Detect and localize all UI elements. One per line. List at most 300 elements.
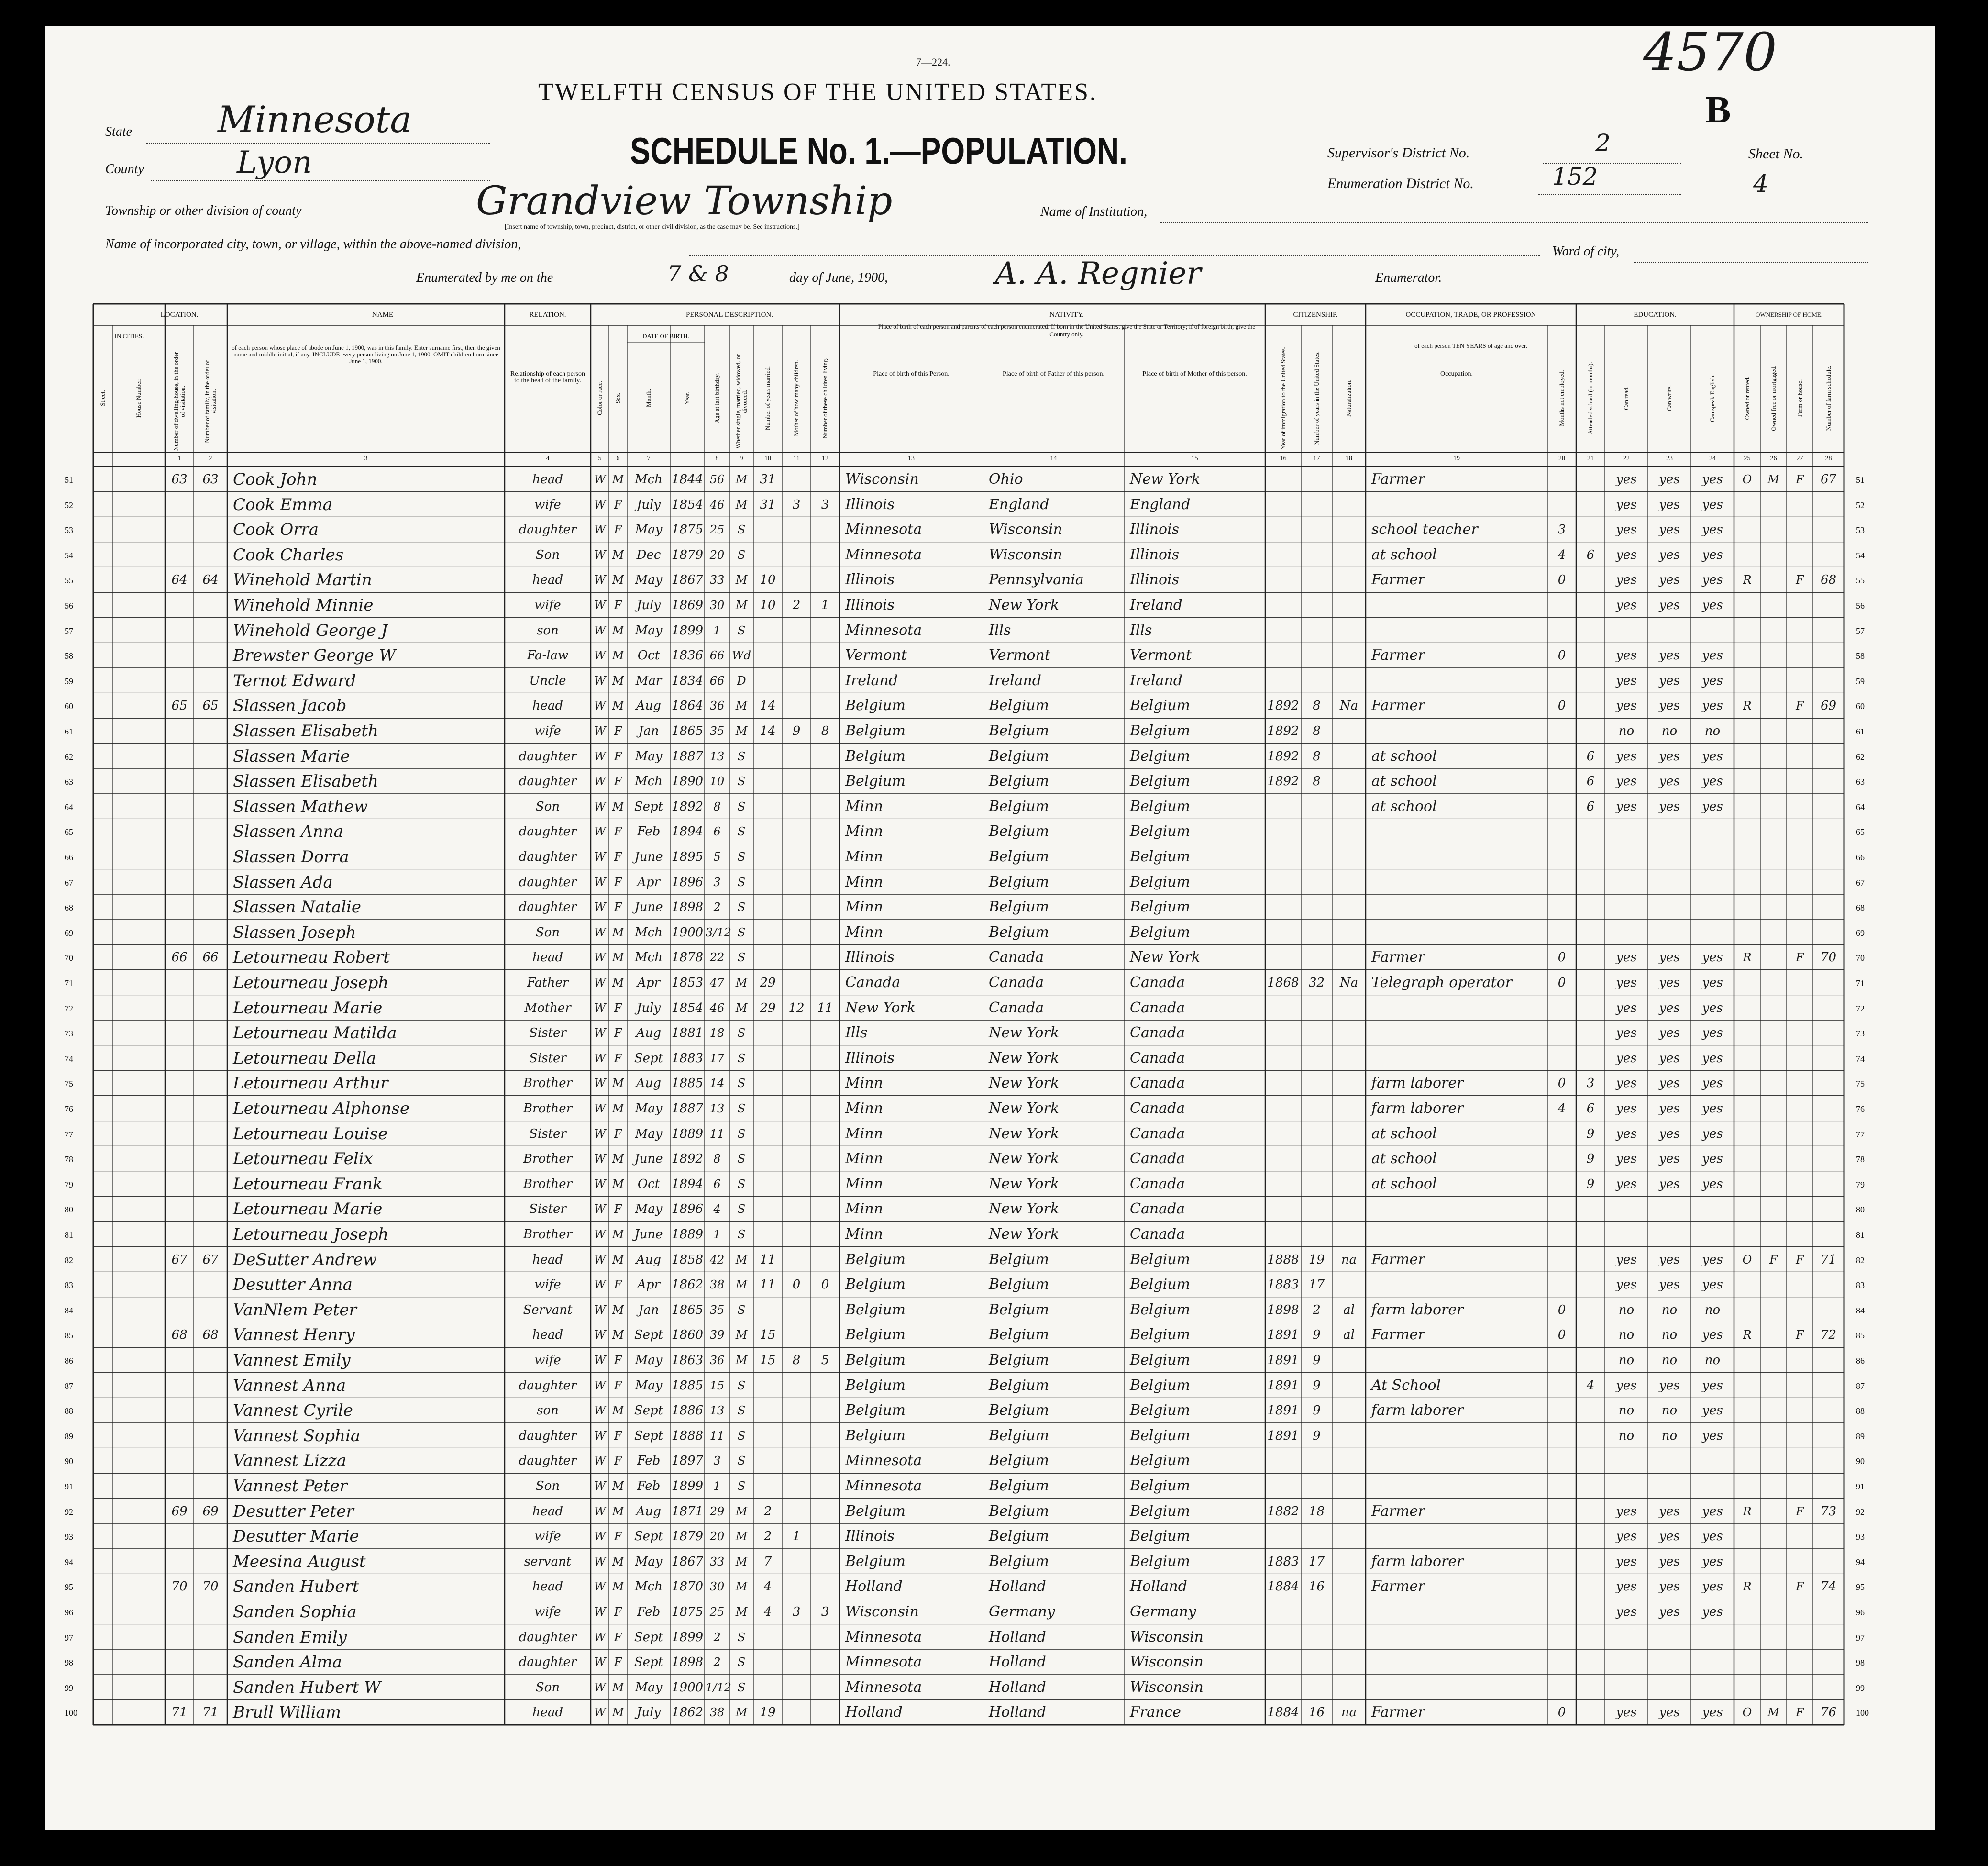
cell-mortgage (1761, 1175, 1786, 1193)
cell-family (195, 722, 226, 740)
cell-month: Feb (637, 1605, 661, 1619)
cell-name: Slassen Natalie (233, 898, 361, 917)
cell-naturalization (1333, 1477, 1365, 1495)
cell-schedule: 67 (1820, 472, 1837, 487)
cell-school-months (1577, 848, 1604, 866)
cell-english: yes (1702, 648, 1723, 663)
line-number: 84 (65, 1305, 73, 1315)
county-label: County (105, 162, 144, 177)
cell-race: W (594, 749, 606, 763)
cell-birthplace: Holland (845, 1578, 903, 1595)
line-number: 94 (65, 1557, 73, 1567)
cell-mortgage (1761, 596, 1786, 614)
cell-mother-birthplace: Belgium (1130, 923, 1190, 941)
cell-naturalization (1333, 1175, 1365, 1193)
cell-sex: F (614, 875, 622, 889)
cell-race: W (594, 1429, 606, 1443)
cell-owned (1735, 974, 1759, 992)
cell-relation: wife (534, 724, 561, 738)
cell-years-married: 14 (760, 724, 776, 738)
cell-months-unemployed (1548, 898, 1575, 916)
cell-name: Winehold George J (233, 621, 388, 640)
cell-age: 25 (709, 523, 725, 537)
cell-birthplace: Belgium (845, 1251, 906, 1268)
cell-name: Letourneau Arthur (233, 1074, 388, 1093)
cell-schedule (1814, 999, 1843, 1017)
cell-months-unemployed (1548, 1377, 1575, 1395)
cell-english (1692, 873, 1733, 891)
cell-years-in-us: 9 (1313, 1378, 1321, 1393)
cell-schedule (1814, 822, 1843, 841)
cell-occupation: at school (1371, 798, 1437, 815)
cell-english: yes (1702, 547, 1723, 562)
cell-children-living (812, 1251, 839, 1269)
cell-sex: M (612, 1555, 624, 1568)
line-number: 85 (65, 1331, 73, 1341)
cell-months-unemployed: 3 (1557, 522, 1566, 537)
cell-marital: M (735, 473, 748, 486)
cell-years-in-us: 16 (1308, 1705, 1325, 1720)
census-sheet (45, 22, 1935, 1830)
cell-children-born: 2 (792, 598, 801, 612)
cell-naturalization: Na (1339, 699, 1358, 713)
column-header: Month. (645, 389, 652, 407)
cell-children-living (812, 571, 839, 589)
cell-children-living (812, 1301, 839, 1319)
cell-name: Slassen Mathew (233, 797, 368, 816)
cell-children-living (812, 1175, 839, 1193)
cell-schedule: 74 (1820, 1579, 1837, 1594)
cell-marital: D (737, 674, 746, 688)
cell-farm (1788, 1200, 1812, 1218)
cell-age: 1/12 (706, 1680, 731, 1694)
line-number: 55 (1856, 576, 1865, 586)
cell-mother-birthplace: Belgium (1130, 798, 1190, 815)
line-number: 86 (65, 1356, 73, 1366)
cell-immigration-year (1266, 672, 1300, 690)
cell-write: no (1661, 1403, 1678, 1418)
cell-name: Cook Emma (233, 495, 332, 514)
cell-mortgage (1761, 546, 1786, 564)
cell-father-birthplace: Canada (989, 949, 1044, 966)
cell-occupation: at school (1371, 1150, 1437, 1167)
cell-write: yes (1659, 1378, 1680, 1393)
cell-years-in-us (1302, 873, 1331, 891)
cell-relation: Son (535, 1479, 560, 1493)
enumerated-day: 7 & 8 (667, 261, 729, 287)
cell-year: 1878 (671, 950, 704, 965)
cell-years-married (754, 546, 781, 564)
line-number: 88 (65, 1406, 73, 1416)
cell-children-born (783, 873, 810, 891)
cell-schedule (1814, 974, 1843, 992)
cell-months-unemployed (1548, 999, 1575, 1017)
cell-birthplace: New York (845, 999, 916, 1016)
cell-father-birthplace: Belgium (989, 899, 1049, 916)
line-number: 66 (65, 853, 73, 862)
cell-name: Sanden Emily (233, 1627, 347, 1647)
cell-write: yes (1659, 976, 1680, 990)
cell-name: Slassen Elisabeth (233, 722, 378, 741)
cell-read: yes (1616, 1277, 1637, 1292)
cell-name: Vannest Henry (233, 1325, 355, 1345)
cell-month: May (635, 522, 663, 537)
cell-read: yes (1616, 976, 1637, 990)
cell-naturalization: Na (1339, 976, 1358, 990)
cell-year: 1886 (671, 1403, 704, 1418)
cell-years-married (754, 622, 781, 640)
column-header: Number of years in the United States. (1313, 351, 1320, 445)
cell-father-birthplace: Belgium (989, 747, 1049, 765)
cell-months-unemployed (1548, 1225, 1575, 1244)
cell-birthplace: Belgium (845, 773, 906, 790)
cell-family (195, 1653, 226, 1671)
cell-sex: M (612, 1077, 624, 1090)
cell-years-in-us (1302, 571, 1331, 589)
cell-occupation: at school (1371, 1175, 1437, 1192)
cell-mortgage (1761, 1477, 1786, 1495)
cell-age: 33 (709, 1555, 725, 1568)
cell-read: yes (1616, 749, 1637, 764)
cell-school-months: 6 (1586, 749, 1595, 764)
cell-age: 4 (713, 1202, 721, 1216)
cell-dwelling (166, 1024, 193, 1042)
cell-occupation (1371, 848, 1546, 866)
cell-sex: M (612, 800, 624, 813)
cell-month: June (634, 850, 663, 864)
line-number: 70 (65, 953, 73, 963)
cell-dwelling: 68 (171, 1328, 188, 1343)
line-number: 75 (65, 1079, 73, 1089)
cell-years-married (754, 1024, 781, 1042)
cell-occupation (1371, 1527, 1546, 1545)
cell-farm (1788, 1653, 1812, 1671)
cell-mortgage (1761, 1377, 1786, 1395)
cell-years-married (754, 672, 781, 690)
cell-children-born (783, 1251, 810, 1269)
cell-children-born (783, 1100, 810, 1118)
cell-owned (1735, 1125, 1759, 1143)
cell-immigration-year (1266, 496, 1300, 514)
column-number: 28 (1825, 455, 1832, 462)
cell-relation: son (537, 623, 559, 638)
cell-family: 65 (202, 699, 219, 713)
cell-father-birthplace: Ireland (989, 672, 1041, 689)
column-number: 16 (1280, 455, 1287, 462)
cell-years-married: 29 (760, 1000, 776, 1015)
cell-schedule (1814, 496, 1843, 514)
cell-relation: Father (527, 976, 569, 990)
cell-birthplace: Minnesota (845, 546, 922, 563)
cell-farm (1788, 546, 1812, 564)
cell-sex: M (612, 548, 624, 562)
cell-years-married (754, 1225, 781, 1244)
cell-owned (1735, 1427, 1759, 1445)
cell-year: 1844 (671, 472, 704, 487)
cell-race: W (594, 599, 606, 612)
cell-farm (1788, 722, 1812, 740)
cell-age: 46 (709, 1001, 725, 1015)
cell-dwelling (166, 1150, 193, 1168)
cell-months-unemployed (1548, 1276, 1575, 1294)
cell-write: yes (1659, 522, 1680, 537)
column-number: 23 (1666, 455, 1673, 462)
cell-dwelling (166, 672, 193, 690)
cell-months-unemployed (1548, 1678, 1575, 1697)
cell-birthplace: Belgium (845, 1427, 906, 1444)
cell-read: yes (1616, 1051, 1637, 1066)
cell-english (1692, 898, 1733, 916)
cell-race: W (594, 1001, 606, 1015)
cell-father-birthplace: Belgium (989, 1452, 1049, 1469)
cell-occupation (1371, 1049, 1546, 1067)
cell-marital: M (735, 1555, 748, 1568)
cell-mortgage (1761, 1628, 1786, 1646)
cell-months-unemployed (1548, 873, 1575, 891)
cell-birthplace: Minn (845, 923, 883, 941)
cell-children-living (812, 546, 839, 564)
cell-race: W (594, 548, 606, 562)
cell-occupation: at school (1371, 546, 1437, 563)
cell-schedule (1814, 1351, 1843, 1369)
cell-mortgage: F (1769, 1253, 1778, 1266)
column-header: Mother of how many children. (793, 360, 800, 436)
cell-english (1692, 1225, 1733, 1244)
cell-school-months (1577, 1577, 1604, 1596)
cell-race: W (594, 1354, 606, 1367)
cell-birthplace: Illinois (845, 597, 895, 613)
cell-birthplace: Minnesota (845, 622, 922, 639)
cell-dwelling (166, 1427, 193, 1445)
cell-months-unemployed: 0 (1557, 1076, 1566, 1091)
cell-sex: M (612, 1479, 624, 1493)
group-birth: DATE OF BIRTH. (642, 333, 689, 340)
cell-occupation (1371, 1603, 1546, 1621)
cell-marital: S (737, 1404, 746, 1418)
cell-month: Aug (636, 1076, 662, 1091)
cell-age: 1 (713, 623, 721, 637)
cell-years-married (754, 1477, 781, 1495)
cell-immigration-year: 1868 (1267, 976, 1299, 990)
cell-sex: M (612, 1253, 624, 1266)
cell-mother-birthplace: Belgium (1130, 1402, 1190, 1419)
cell-years-married (754, 1628, 781, 1646)
cell-read: yes (1616, 1076, 1637, 1091)
cell-mother-birthplace: Belgium (1130, 848, 1190, 865)
cell-owned (1735, 798, 1759, 816)
cell-english: yes (1702, 976, 1723, 990)
cell-children-born (783, 1703, 810, 1722)
cell-relation: Brother (523, 1076, 573, 1091)
cell-age: 66 (709, 649, 725, 663)
line-number: 80 (65, 1205, 73, 1215)
cell-years-in-us: 32 (1308, 976, 1325, 990)
cell-mother-birthplace: England (1130, 496, 1191, 513)
line-number: 98 (65, 1658, 73, 1668)
cell-years-married (754, 822, 781, 841)
cell-mother-birthplace: Belgium (1130, 1553, 1190, 1570)
cell-marital: M (735, 724, 748, 738)
sheet-value: 4 (1753, 170, 1768, 198)
cell-family (195, 1401, 226, 1420)
cell-race: W (594, 1454, 606, 1468)
line-number: 63 (1856, 777, 1865, 787)
enumeration-value: 152 (1552, 163, 1598, 190)
cell-dwelling (166, 1653, 193, 1671)
cell-children-living: 11 (817, 1000, 833, 1015)
cell-mother-birthplace: Ireland (1130, 672, 1182, 689)
cell-school-months (1577, 1049, 1604, 1067)
cell-read: yes (1616, 522, 1637, 537)
cell-sex: M (612, 623, 624, 637)
cell-naturalization (1333, 848, 1365, 866)
cell-children-born (783, 1175, 810, 1193)
cell-write: yes (1659, 1126, 1680, 1141)
cell-year: 1879 (671, 547, 704, 562)
cell-write (1649, 1452, 1690, 1470)
cell-mortgage (1761, 521, 1786, 539)
cell-birthplace: Minn (845, 1175, 883, 1192)
cell-schedule: 69 (1820, 699, 1837, 713)
line-number: 59 (1856, 676, 1865, 686)
cell-children-living: 1 (821, 598, 829, 612)
cell-name: Letourneau Frank (233, 1174, 383, 1194)
cell-month: May (635, 1378, 663, 1393)
cell-naturalization (1333, 1125, 1365, 1143)
cell-read: yes (1616, 673, 1637, 688)
cell-owned: R (1743, 573, 1752, 587)
cell-write: yes (1659, 598, 1680, 612)
cell-name: Vannest Lizza (233, 1451, 347, 1471)
column-number: 21 (1587, 455, 1594, 462)
cell-birthplace: Wisconsin (845, 471, 919, 488)
cell-write: yes (1659, 1101, 1680, 1116)
cell-age: 14 (709, 1077, 725, 1090)
cell-relation: wife (534, 1277, 561, 1292)
cell-years-married (754, 798, 781, 816)
cell-naturalization (1333, 496, 1365, 514)
cell-children-born (783, 948, 810, 966)
column-number: 5 (598, 455, 602, 462)
cell-month: Aug (636, 1026, 662, 1041)
cell-years-married (754, 1452, 781, 1470)
cell-years-married (754, 1175, 781, 1193)
cell-age: 6 (713, 825, 721, 839)
cell-years-in-us (1302, 1452, 1331, 1470)
cell-farm (1788, 1049, 1812, 1067)
cell-mortgage (1761, 1351, 1786, 1369)
cell-age: 2 (713, 900, 721, 914)
line-number: 100 (65, 1708, 77, 1718)
cell-occupation: at school (1371, 773, 1437, 790)
cell-children-living (812, 1074, 839, 1092)
cell-naturalization (1333, 1377, 1365, 1395)
cell-father-birthplace: New York (989, 1024, 1059, 1042)
cell-schedule (1814, 1377, 1843, 1395)
cell-sex: M (612, 573, 624, 587)
line-number: 95 (1856, 1582, 1865, 1592)
cell-race: W (594, 1530, 606, 1544)
column-header: Owned free or mortgaged. (1769, 365, 1777, 431)
cell-children-born (783, 747, 810, 766)
cell-school-months (1577, 622, 1604, 640)
cell-write: yes (1659, 1026, 1680, 1041)
cell-dwelling (166, 1603, 193, 1621)
cell-school-months (1577, 923, 1604, 942)
cell-write (1649, 1225, 1690, 1244)
cell-children-born (783, 1553, 810, 1571)
cell-immigration-year: 1883 (1267, 1277, 1299, 1292)
cell-family (195, 1100, 226, 1118)
cell-english: yes (1702, 774, 1723, 789)
cell-farm (1788, 873, 1812, 891)
cell-school-months: 6 (1586, 774, 1595, 789)
cell-family (195, 974, 226, 992)
cell-sex: M (612, 1328, 624, 1342)
cell-school-months (1577, 1401, 1604, 1420)
cell-children-born (783, 571, 810, 589)
cell-immigration-year: 1891 (1267, 1353, 1299, 1367)
cell-dwelling (166, 1049, 193, 1067)
cell-marital: S (737, 1152, 746, 1166)
cell-immigration-year (1266, 571, 1300, 589)
cell-naturalization (1333, 1502, 1365, 1521)
cell-naturalization (1333, 521, 1365, 539)
cell-schedule (1814, 596, 1843, 614)
group-occupation: OCCUPATION, TRADE, OR PROFESSION (1405, 311, 1536, 319)
cell-mortgage (1761, 1502, 1786, 1521)
cell-schedule (1814, 848, 1843, 866)
cell-children-living (812, 948, 839, 966)
cell-read (1606, 1200, 1647, 1218)
line-number: 74 (1856, 1054, 1865, 1064)
cell-occupation: farm laborer (1371, 1100, 1464, 1117)
cell-birthplace: Belgium (845, 747, 906, 765)
cell-immigration-year (1266, 1603, 1300, 1621)
cell-immigration-year: 1892 (1267, 774, 1299, 789)
cell-name: Desutter Peter (233, 1501, 354, 1521)
cell-race: W (594, 976, 606, 989)
cell-farm: F (1796, 1504, 1804, 1518)
cell-immigration-year: 1882 (1267, 1504, 1299, 1519)
cell-family (195, 1276, 226, 1294)
cell-read: yes (1616, 799, 1637, 814)
cell-sex: F (614, 850, 622, 864)
cell-read: yes (1616, 1504, 1637, 1519)
cell-family (195, 1049, 226, 1067)
cell-read: yes (1616, 1177, 1637, 1191)
cell-write: yes (1659, 1554, 1680, 1569)
cell-marital: S (737, 1026, 746, 1040)
cell-english (1692, 1653, 1733, 1671)
cell-father-birthplace: Belgium (989, 923, 1049, 941)
group-personal: PERSONAL DESCRIPTION. (686, 311, 773, 319)
line-number: 92 (65, 1507, 73, 1517)
cell-family (195, 1200, 226, 1218)
cell-write: yes (1659, 1605, 1680, 1619)
line-number: 87 (65, 1381, 73, 1391)
cell-write: yes (1659, 472, 1680, 487)
cell-years-in-us (1302, 672, 1331, 690)
cell-birthplace: Illinois (845, 1049, 895, 1066)
cell-mother-birthplace: Canada (1130, 1024, 1185, 1042)
cell-relation: Sister (529, 1202, 566, 1217)
cell-naturalization (1333, 948, 1365, 966)
cell-farm (1788, 1301, 1812, 1319)
cell-years-in-us: 17 (1308, 1277, 1325, 1292)
cell-english: yes (1702, 699, 1723, 713)
cell-schedule (1814, 1301, 1843, 1319)
